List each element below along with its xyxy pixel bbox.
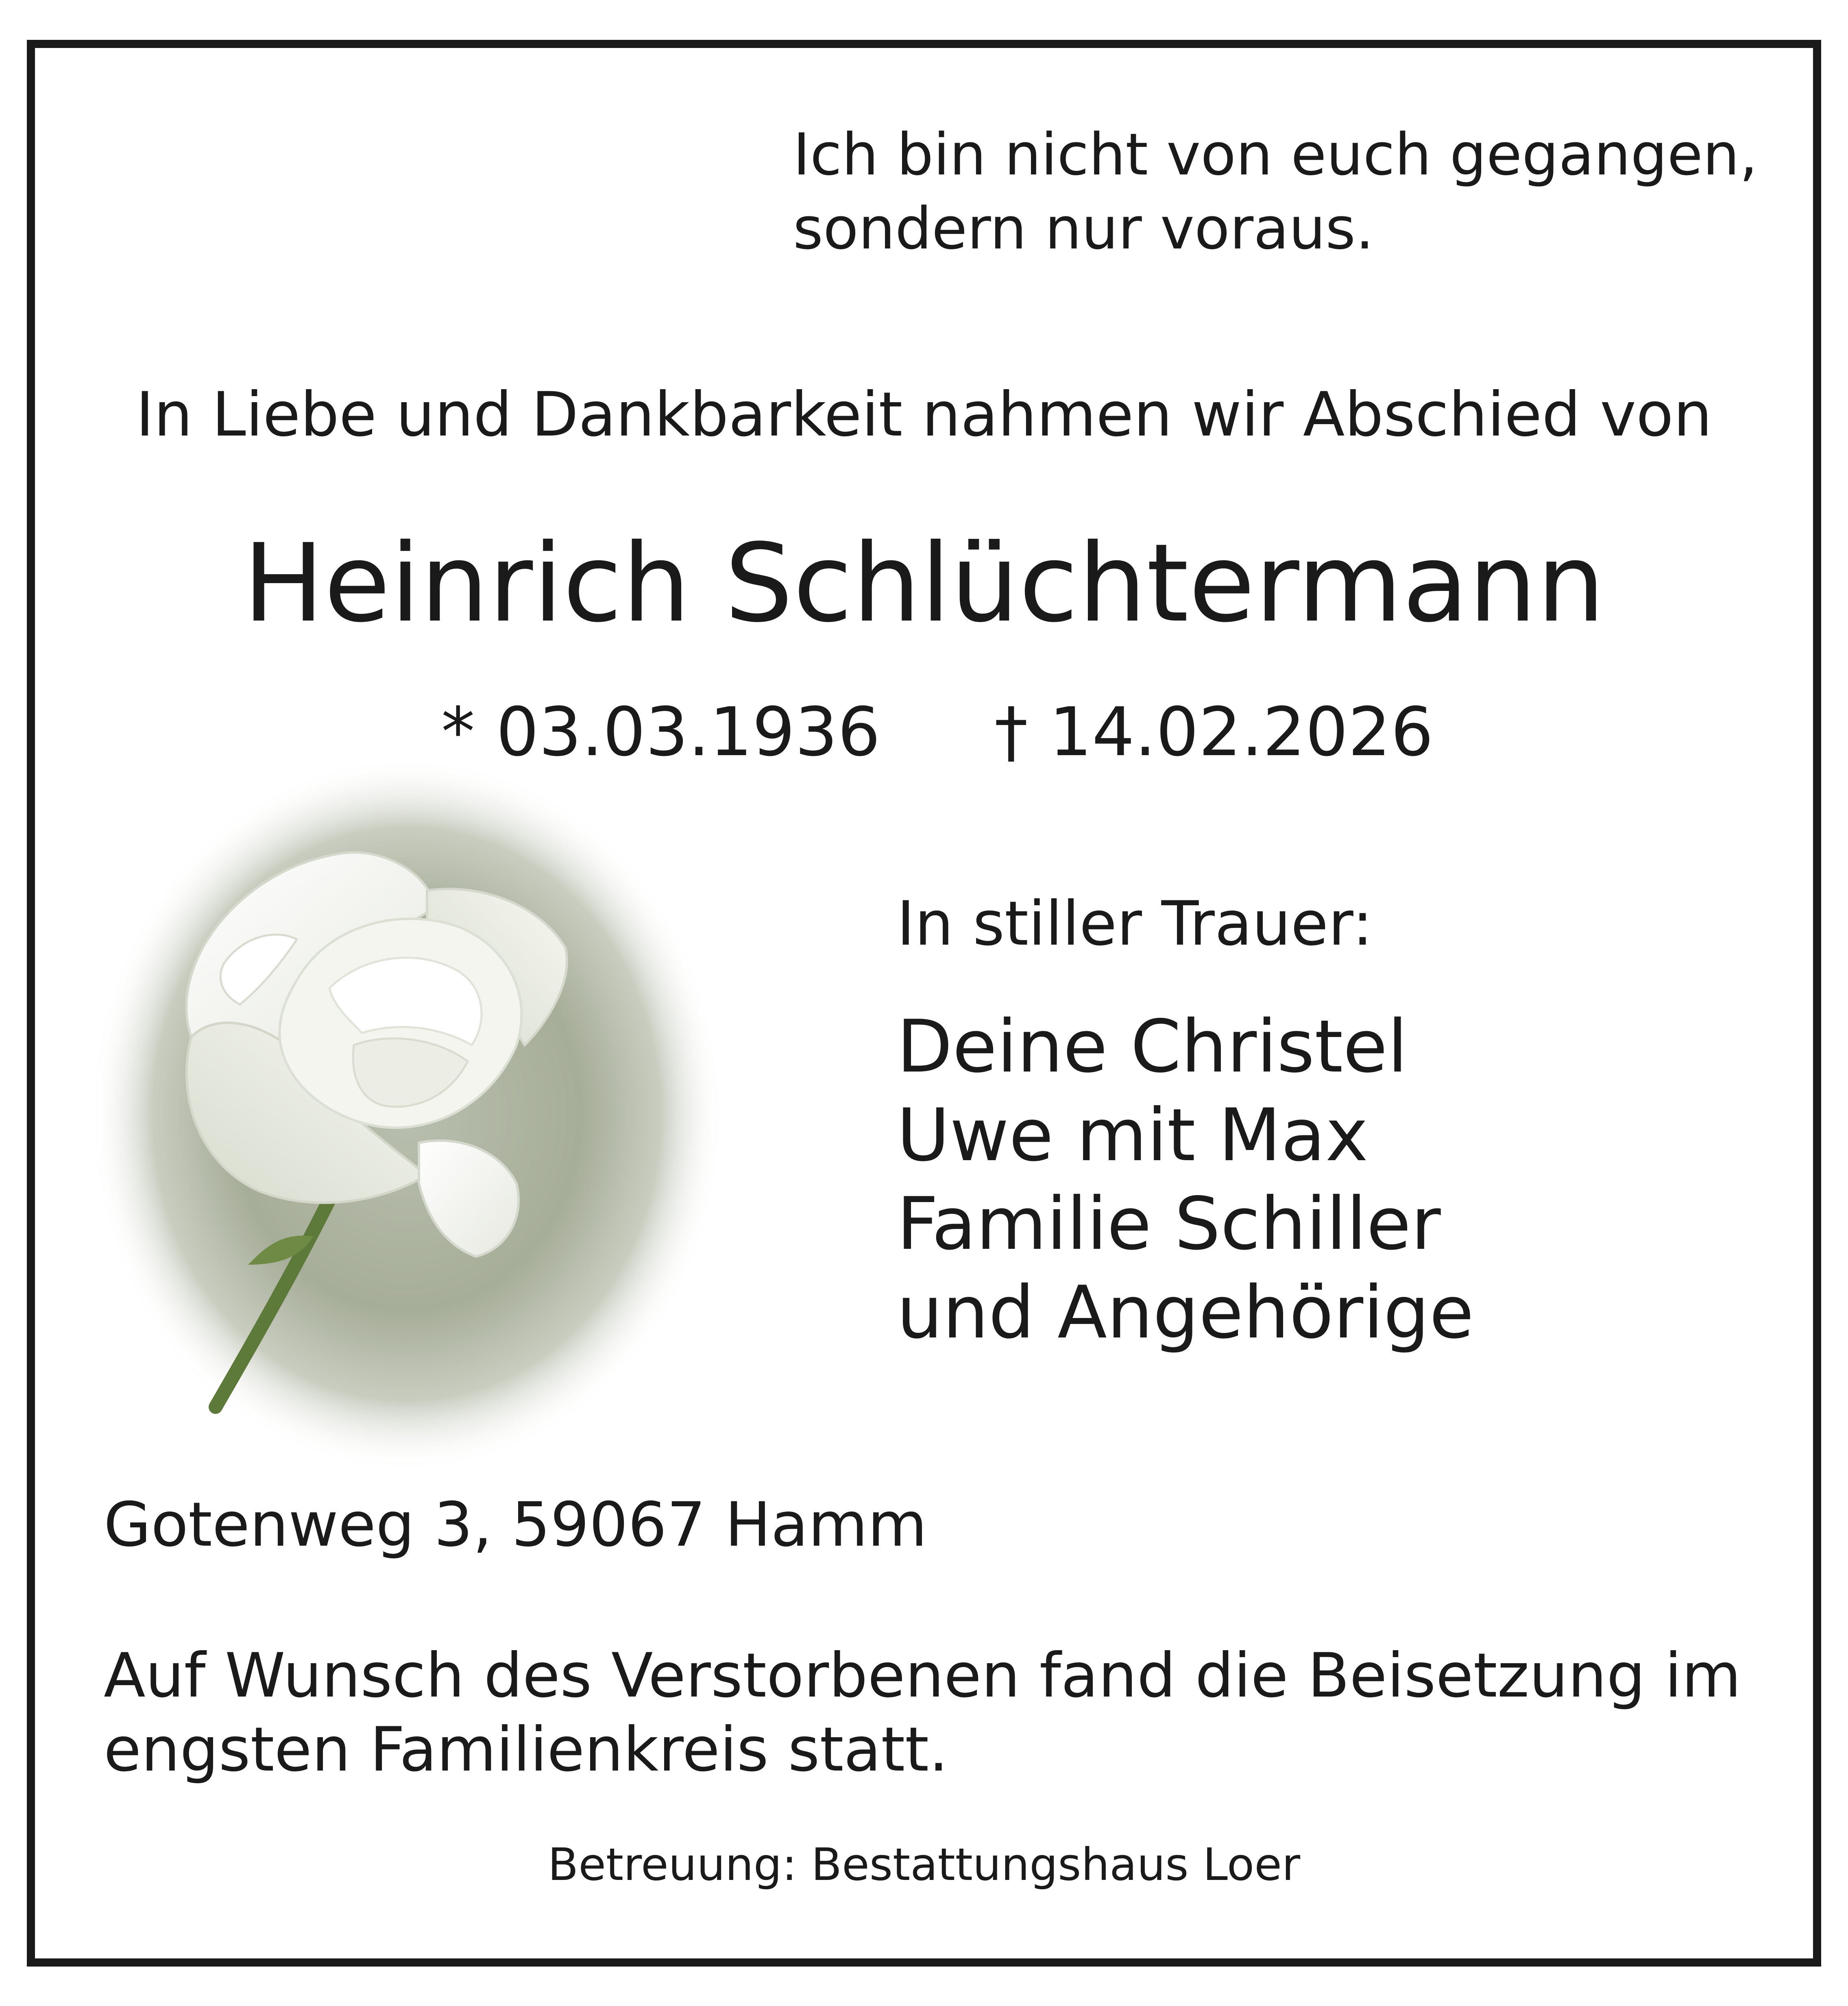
intro-text: In Liebe und Dankbarkeit nahmen wir Abschied von	[136, 379, 1712, 450]
mourner-name: Uwe mit Max	[897, 1093, 1369, 1177]
white-rose-image	[69, 736, 744, 1492]
address: Gotenweg 3, 59067 Hamm	[104, 1490, 927, 1560]
funeral-notice-line-1: Auf Wunsch des Verstorbenen fand die Beisetzung im	[104, 1640, 1741, 1711]
deceased-name: Heinrich Schlüchtermann	[243, 521, 1605, 646]
birth-date: * 03.03.1936	[441, 693, 880, 771]
mourner-name: Familie Schiller	[897, 1182, 1441, 1266]
mourning-heading: In stiller Trauer:	[897, 889, 1373, 959]
funeral-notice-line-2: engsten Familienkreis statt.	[104, 1714, 948, 1785]
quote-line-2: sondern nur voraus.	[793, 195, 1374, 262]
mourner-name: Deine Christel	[897, 1004, 1408, 1089]
death-date: † 14.02.2026	[994, 693, 1434, 771]
mourner-name: und Angehörige	[897, 1270, 1474, 1355]
funeral-notice	[104, 1639, 1741, 1787]
mourners-list	[897, 1002, 1474, 1357]
quote	[793, 118, 1758, 266]
quote-line-1: Ich bin nicht von euch gegangen,	[793, 121, 1758, 188]
funeral-home-credit: Betreuung: Bestattungshaus Loer	[547, 1838, 1301, 1891]
